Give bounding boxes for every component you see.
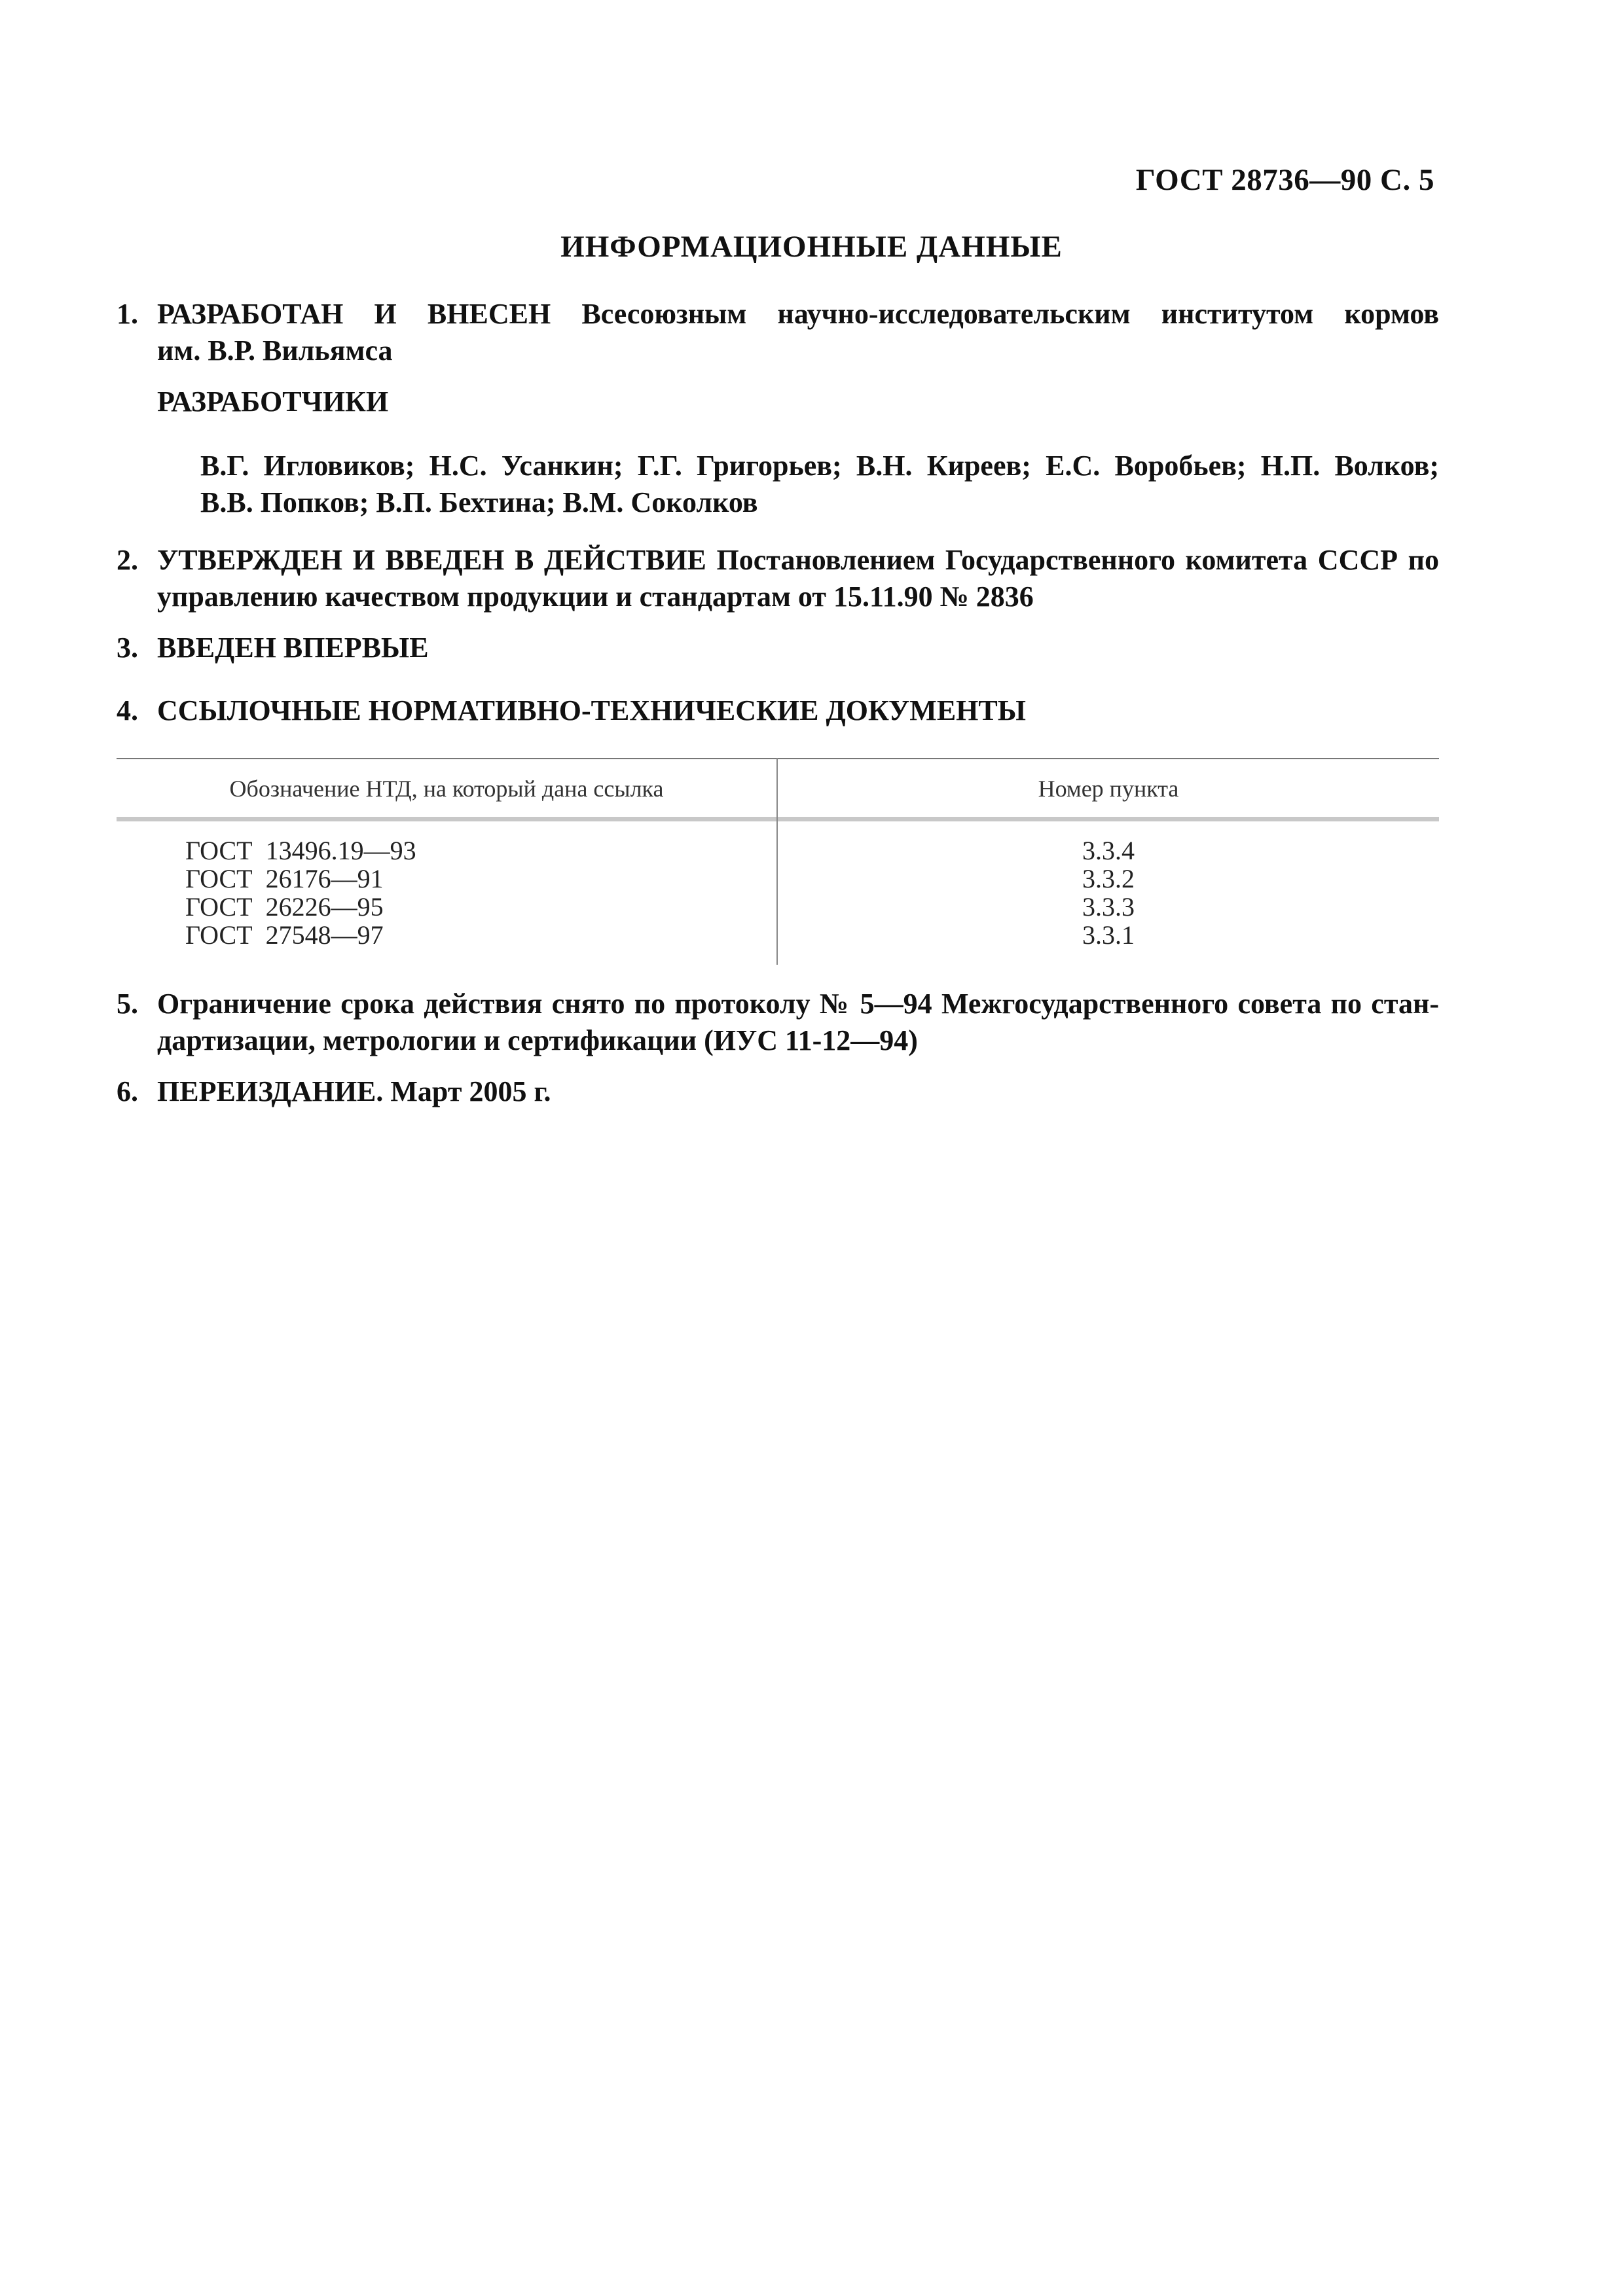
item-number: 3. — [117, 632, 138, 664]
table-header-designation: Обозначение НТД, на который дана ссылка — [229, 776, 664, 802]
table-header-clause: Номер пункта — [1038, 776, 1179, 802]
developers-list — [200, 448, 1439, 521]
reference-documents-table — [117, 758, 1439, 965]
developers-line: В.В. Попков; В.П. Бехтина; В.М. Соколков — [200, 486, 758, 518]
info-item-4 — [117, 692, 1439, 729]
table-cell-clause: 3.3.2 — [1082, 864, 1135, 893]
item-text-line: им. В.Р. Вильямса — [157, 334, 393, 367]
item-text-line: ПЕРЕИЗДАНИЕ. Март 2005 г. — [157, 1075, 551, 1107]
item-text-line: управлению качеством продукции и стандартам от 15.11.90 № 2836 — [157, 581, 1034, 613]
table-cell-designation: ГОСТ 26176—91 — [185, 864, 384, 893]
table-cell-clause: 3.3.1 — [1082, 920, 1135, 950]
info-item-2 — [117, 542, 1439, 615]
developers-heading: РАЗРАБОТЧИКИ — [157, 386, 389, 418]
item-text-line: Ограничение срока действия снято по протоколу № 5—94 Межгосударственного совета по стан- — [157, 988, 1439, 1020]
item-text-line: дартизации, метрологии и сертификации (ИУС 11-12—94) — [157, 1024, 918, 1056]
page-title: ИНФОРМАЦИОННЫЕ ДАННЫЕ — [560, 230, 1063, 264]
table-cell-designation: ГОСТ 13496.19—93 — [185, 836, 416, 865]
item-number: 5. — [117, 988, 138, 1020]
info-item-6 — [117, 1073, 1439, 1110]
table-cell-designation: ГОСТ 26226—95 — [185, 892, 384, 922]
item-number: 1. — [117, 298, 138, 330]
item-text-line: РАЗРАБОТАН И ВНЕСЕН Всесоюзным научно-исследовательским институтом кормов — [157, 298, 1439, 330]
table-cell-clause: 3.3.3 — [1082, 892, 1135, 922]
table-clause-column — [778, 836, 1439, 949]
developers-line: В.Г. Игловиков; Н.С. Усанкин; Г.Г. Григорьев; В.Н. Киреев; Е.С. Воробьев; Н.П. Волков; — [200, 450, 1439, 482]
info-item-3 — [117, 630, 1439, 666]
item-number: 4. — [117, 694, 138, 726]
item-text-line: ВВЕДЕН ВПЕРВЫЕ — [157, 632, 429, 664]
item-text-line: УТВЕРЖДЕН И ВВЕДЕН В ДЕЙСТВИЕ Постановлением Государственного комитета СССР по — [157, 544, 1439, 576]
info-item-5 — [117, 986, 1439, 1059]
item-number: 6. — [117, 1075, 138, 1107]
item-text-line: ССЫЛОЧНЫЕ НОРМАТИВНО-ТЕХНИЧЕСКИЕ ДОКУМЕНТЫ — [157, 694, 1026, 726]
info-item-1 — [117, 296, 1439, 369]
table-header-rule — [117, 817, 1439, 821]
table-designation-column — [185, 836, 416, 949]
item-number: 2. — [117, 544, 138, 576]
table-cell-designation: ГОСТ 27548—97 — [185, 920, 384, 950]
table-cell-clause: 3.3.4 — [1082, 836, 1135, 865]
table-top-rule — [117, 758, 1439, 759]
document-reference-header: ГОСТ 28736—90 С. 5 — [1135, 163, 1434, 197]
